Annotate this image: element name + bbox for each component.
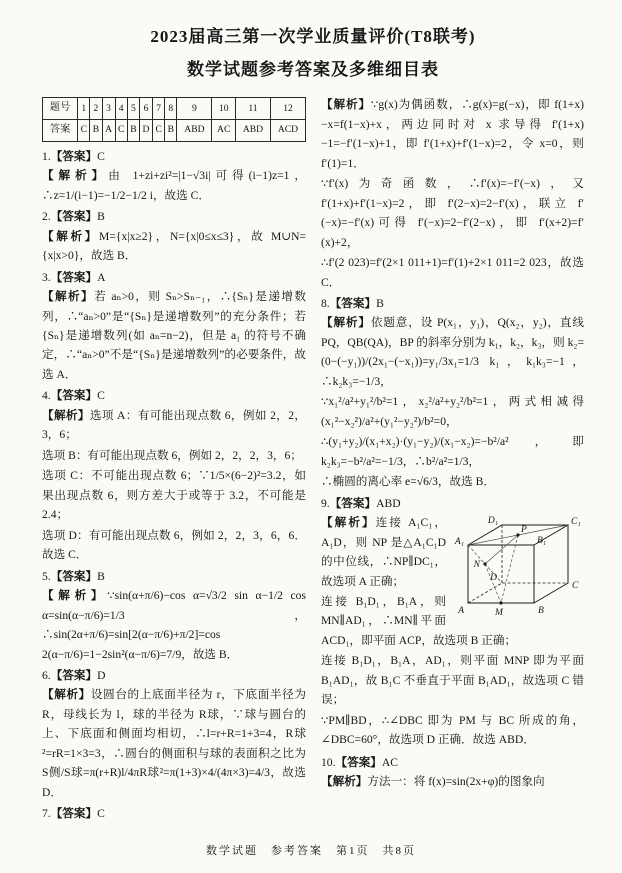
q6-answer-line [42,666,306,685]
question-number: 8. [321,296,330,310]
right-column [321,95,584,823]
q8-analysis-end [321,472,584,491]
answer-label: 【答案】 [50,569,98,583]
vertex-label-b1: B₁ [537,536,547,547]
table-cell: 4 [115,98,127,120]
solution-text: 选项 A：有可能出现点数 6，例如 2，2，3，6； [42,408,306,442]
q8-analysis-cont2 [321,432,584,471]
table-cell: ABD [177,120,212,142]
table-cell: 12 [270,98,305,120]
question-number: 3. [42,270,51,284]
solution-text: ∵x₁²/a²+y₁²/b²=1，x₂²/a²+y₂²/b²=1，两式相减得(x₁²−x₂²)/a²+(y₁²−y₂²)/b²=0， [321,395,584,428]
solution-text: ∴f′(2 023)=f′(2×1 011+1)=f′(1)+2×1 011=2 023，故选 C． [321,256,584,289]
q7-analysis-end [321,253,584,292]
question-number: 4. [42,389,51,403]
analysis-label: 【解析】 [42,688,91,702]
answer-label: 【答案】 [50,270,98,284]
solution-text: 连接 B₁D₁，B₁A，AD₁，则平面 MNP 即为平面 B₁AD₁，故 B₁C 不垂直于平面 B₁AD₁，故选项 C 错误； [321,654,584,707]
answer-label: 【答案】 [329,496,377,510]
page-footer: 数学试题 参考答案 第1页 共8页 [206,845,416,857]
question-number: 9. [321,496,330,510]
table-cell: C [153,120,165,142]
q8-answer-line [321,294,584,313]
solution-text: ∴椭圆的离心率 e=√6/3，故选 B． [321,475,495,489]
q4-analysis-option-c [42,466,306,524]
solution-text: 选项 C：不可能出现点数 6；∵1/5×(6−2)²=3.2，如果出现点数 6，则方差大于或等于 3.2，不可能是 2.4； [42,469,306,522]
table-cell: C [78,120,90,142]
answer-value: AC [381,755,398,769]
table-cell: A [102,120,115,142]
answer-value: C [97,389,105,403]
question-number: 2. [42,210,51,224]
vertex-label-a1: A₁ [454,537,464,548]
solution-text: ∴(y₁+y₂)/(x₁+x₂)·(y₁−y₂)/(x₁−x₂)=−b²/a²，即 k₂k₃=−b²/a²=−1/3，∴b²/a²=1/3， [321,435,584,468]
table-cell: 3 [102,98,115,120]
table-cell: 1 [78,98,90,120]
question-number: 1. [42,149,51,163]
q4-analysis [42,406,306,445]
q6-analysis [42,685,306,802]
table-cell: B [165,120,177,142]
q4-analysis-option-d [42,526,306,565]
q5-answer-line [42,567,306,586]
solution-text: 若 aₙ>0，则 Sₙ>Sₙ₋₁，∴{Sₙ}是递增数列，∴“aₙ>0”是“{Sₙ}是递增数列”的充分条件；若{Sₙ}是递增数列(如 aₙ=n−2)，但是 a₁ 的符号不确定，∴“aₙ>0”不是“{Sₙ}是递增数列”的必要条件，故选 A． [42,290,306,381]
q3-analysis [42,287,306,384]
vertex-label-b: B [538,606,544,617]
point-label-p: P [521,525,527,536]
q10-answer-line [321,753,584,772]
answer-value: B [97,210,105,224]
q4-answer-line [42,386,306,405]
q1-answer-line [42,147,306,166]
answer-label: 【答案】 [50,807,98,821]
analysis-label: 【解析】 [321,316,371,330]
point-m-dot [499,602,502,605]
solution-text: 选项 D：有可能出现点数 6，例如 2，2，3，6，6．故选 C． [42,528,306,562]
table-cell: 11 [235,98,270,120]
table-cell: 7 [153,98,165,120]
answer-row [43,120,306,142]
q7-analysis-cont [321,174,584,252]
table-cell: B [127,120,139,142]
question-number-row [43,98,306,120]
solution-text: 设圆台的上底面半径为 r，下底面半径为 R，母线长为 l，球的半径为 R球，∵球与圆台的上、下底面和侧面均相切，∴l=r+R=1+3=4，R球²=rR=1×3=3，∴圆台的侧面积与球的表面积之比为 S侧/S球=π(r+R)l/4πR球²=π(1+3)×4/(4π×3)=4/3，故选 D． [42,688,306,799]
q1-analysis [42,166,306,205]
question-number: 6. [42,668,51,682]
table-cell: ABD [235,120,270,142]
document-title-line2: 数学试题参考答案及多维细目表 [187,60,439,80]
answer-label: 【答案】 [335,755,382,769]
q9-analysis-option-d [321,711,584,750]
analysis-label: 【解析】 [42,229,100,243]
answer-value: C [97,807,105,821]
cube-figure [452,515,584,619]
analysis-label: 【解析】 [42,290,95,304]
point-n-dot [483,563,486,566]
table-cell: D [139,120,152,142]
solution-text: ∵sin(α+π/6)−cos α=√3/2 sin α−1/2 cos α=sin(α−π/6)=1/3，∴sin(2α+π/6)=sin[2(α−π/6)+π/2]=cos 2(α−π/6)=1−2sin²(α−π/6)=7/9，故选 B． [42,589,306,661]
two-column-body [42,95,584,823]
table-cell: 2 [90,98,102,120]
solution-text: ∵PM∥BD，∴∠DBC 即为 PM 与 BC 所成的角，∠DBC=60°，故选项 D 正确．故选 ABD． [321,713,584,747]
answer-label: 【答案】 [329,296,377,310]
table-cell: C [115,120,127,142]
answer-label: 【答案】 [50,668,98,682]
table-cell: AC [212,120,236,142]
table-cell: ACD [270,120,305,142]
table-header-cell: 题号 [43,98,78,120]
answer-value: ABD [376,496,401,510]
vertex-label-d: D [490,573,497,584]
q9-answer-line [321,494,584,513]
question-number: 5. [42,569,51,583]
table-header-cell: 答案 [43,120,78,142]
table-cell: 9 [177,98,212,120]
analysis-label: 【解析】 [321,516,376,530]
left-column [42,95,306,823]
analysis-label: 【解析】 [42,408,90,422]
vertex-label-c1: C₁ [571,517,581,528]
question-number: 10. [321,755,336,769]
table-cell: 8 [165,98,177,120]
analysis-label: 【解析】 [42,589,108,603]
q3-answer-line [42,268,306,287]
vertex-label-a: A [458,606,464,617]
answer-label: 【答案】 [50,210,98,224]
q10-analysis [321,772,584,791]
q8-analysis [321,313,584,391]
solution-text: M={x|x≥2}，N={x|0≤x≤3}，故 M∪N={x|x>0}，故选 B． [42,229,306,263]
solution-text: 方法一：将 f(x)=sin(2x+φ)的图象向 [367,775,545,789]
vertex-label-c: C [572,581,579,592]
analysis-label: 【解析】 [321,775,368,789]
table-cell: B [90,120,102,142]
q7-analysis [321,95,584,173]
analysis-label: 【解析】 [42,169,109,183]
solution-text: 连接 B₁D₁，B₁A，则 MN∥AD₁，∴MN∥平面 ACD₁，即平面 ACP，故选项 B 正确； [321,595,517,647]
answer-value: B [97,569,105,583]
question-number: 7. [42,807,51,821]
table-cell: 5 [127,98,139,120]
answer-label: 【答案】 [50,149,98,163]
solution-text: ∵g(x)为偶函数，∴g(x)=g(−x)，即 f(1+x)−x=f(1−x)+x，两边同时对 x 求导得 f′(1+x)−1=−f′(1−x)+1，即 f′(1+x)+f′(1−x)=2，令 x=0，则 f′(1)=1． [321,98,584,170]
point-label-m: M [495,608,503,619]
q4-analysis-option-b [42,446,306,465]
q9-analysis-option-c [321,651,584,709]
q2-analysis [42,227,306,266]
table-cell: 6 [139,98,152,120]
answer-key-table [42,97,306,142]
analysis-label: 【解析】 [321,98,372,112]
q8-analysis-cont [321,392,584,431]
vertex-label-d1: D₁ [487,516,498,527]
q2-answer-line [42,207,306,226]
answer-value: B [376,296,384,310]
answer-value: C [97,149,105,163]
q9-analysis-block [321,513,584,751]
answer-value: D [97,668,106,682]
q7-answer-line [42,804,306,823]
solution-text: ∵f′(x)为奇函数，∴f′(x)=−f′(−x)，又 f′(1+x)+f′(1−x)=2，即 f′(2−x)=2−f′(x)，联立 f′(−x)=−f′(x)可得 f′(−x)=2−f′(2−x)，即 f′(x+2)=f′(x)+2， [321,177,584,249]
answer-label: 【答案】 [50,389,98,403]
answer-value: A [97,270,106,284]
point-p-dot [516,534,519,537]
solution-text: 依题意，设 P(x₁，y₁)，Q(x₂，y₂)，直线 PQ，QB(QA)，BP 的斜率分别为 k₁，k₂，k₃，则 k₂=(0−(−y₁))/(2x₁−(−x₁))=y₁/3x₁=1/3 k₁，k₁k₃=−1，∴k₂k₃=−1/3， [321,316,584,388]
document-title-line1: 2023届高三第一次学业质量评价(T8联考) [150,27,476,46]
solution-text: 由 1+zi+zi²=|1−√3i|可得(i−1)z=1，∴z=1/(i−1)=−1/2−1/2 i，故选 C． [42,169,306,202]
point-label-n: N [473,560,480,571]
solution-text: 选项 B：有可能出现点数 6，例如 2，2，2，3，6； [42,448,302,462]
table-cell: 10 [212,98,236,120]
solution-text: 连接 A₁C₁，A₁D，则 NP 是△A₁C₁D 的中位线，∴NP∥DC₁，故选项 A 正确； [321,516,446,588]
q5-analysis [42,586,306,664]
